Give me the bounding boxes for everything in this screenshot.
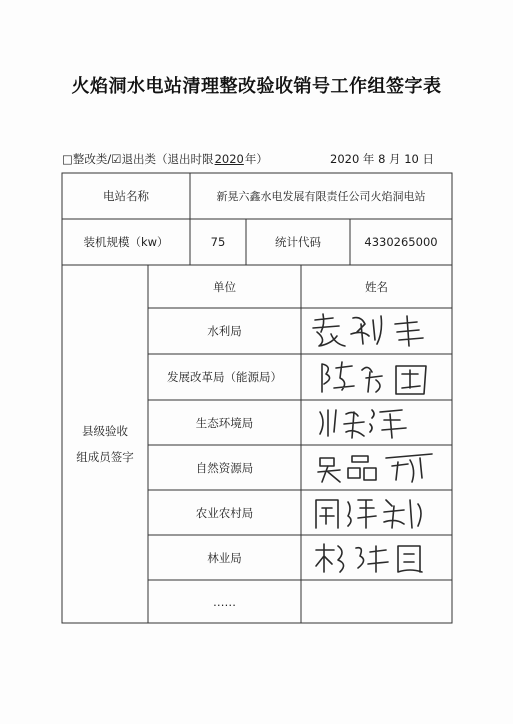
document-date: 2020 年 8 月 10 日 — [330, 152, 434, 166]
capacity-label: 装机规模（kw） — [83, 235, 169, 249]
signature-development-bureau — [312, 358, 442, 398]
rectify-checkbox: □ — [62, 152, 73, 166]
signature-agriculture-bureau — [308, 492, 438, 534]
unit-cell: 发展改革局（能源局） — [167, 370, 282, 384]
unit-cell: 农业农村局 — [195, 505, 254, 520]
unit-cell: 水利局 — [207, 324, 242, 338]
group-label — [62, 265, 148, 623]
exit-checkbox: ☑ — [111, 152, 122, 166]
station-name-label: 电站名称 — [103, 189, 149, 203]
rectify-label: 整改类/ — [72, 152, 112, 166]
stat-code-value: 4330265000 — [364, 235, 438, 249]
signature-water-bureau — [305, 310, 445, 352]
stat-code-label: 统计代码 — [275, 235, 321, 249]
group-label-line1: 县级验收 — [82, 424, 128, 438]
exit-year: 2020 — [214, 152, 244, 166]
unit-cell: 生态环境局 — [195, 415, 254, 430]
exit-year-suffix: 年） — [244, 152, 268, 166]
exit-label: 退出类（退出时限 — [121, 152, 214, 166]
column-header-unit: 单位 — [213, 279, 236, 294]
signature-forestry-bureau — [310, 538, 440, 578]
unit-cell: 林业局 — [207, 550, 242, 565]
signature-environment-bureau — [310, 402, 440, 444]
document-title: 火焰洞水电站清理整改验收销号工作组签字表 — [71, 76, 442, 97]
column-header-name: 姓名 — [365, 279, 388, 294]
unit-cell: …… — [213, 594, 236, 609]
station-name-value: 新晃六鑫水电发展有限责任公司火焰洞电站 — [216, 190, 426, 203]
group-label-line2: 组成员签字 — [76, 450, 134, 464]
capacity-value: 75 — [210, 235, 226, 249]
signature-resources-bureau — [312, 448, 442, 488]
unit-cell: 自然资源局 — [195, 460, 254, 475]
